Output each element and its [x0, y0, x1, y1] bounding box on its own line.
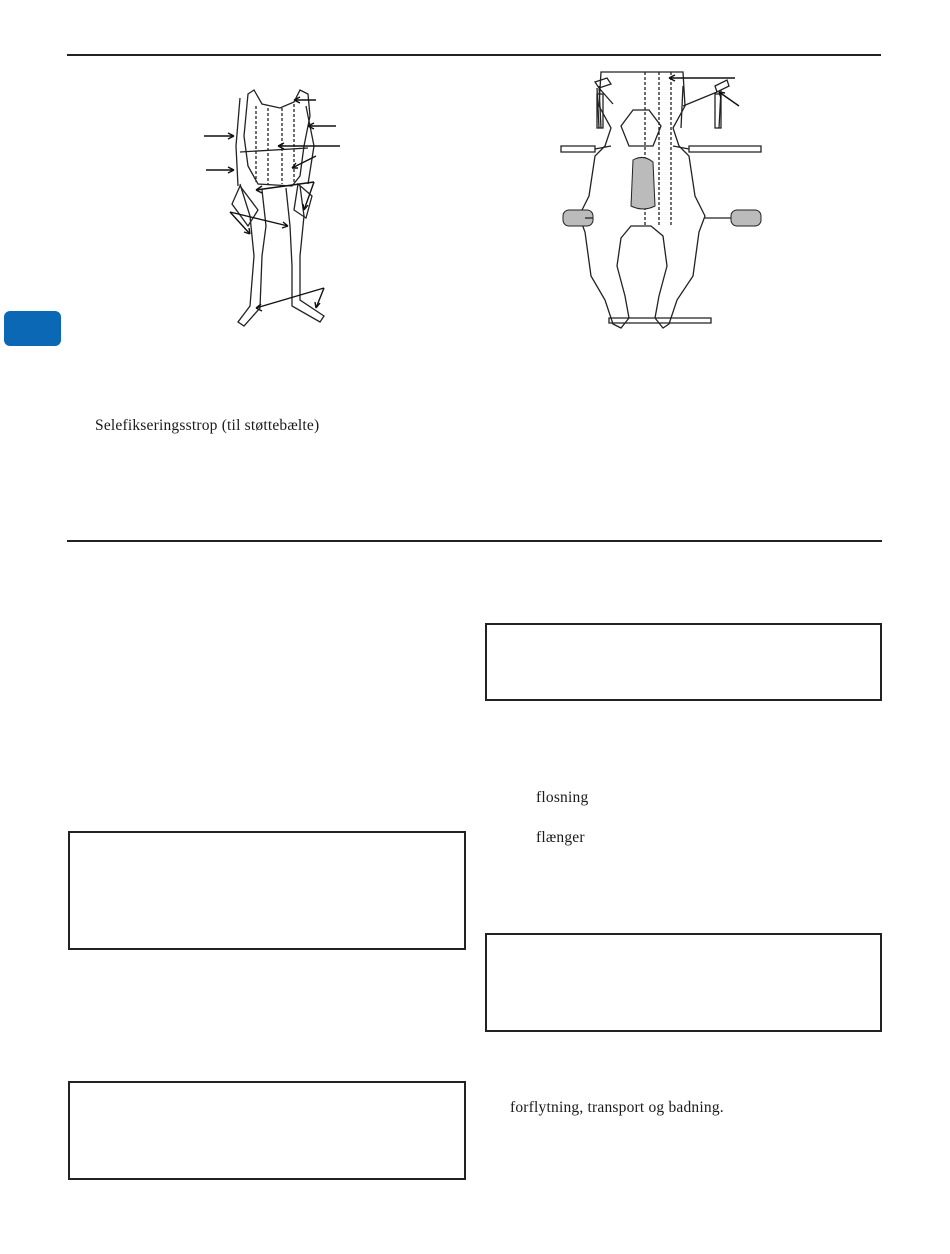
- note-box-right-bottom: [485, 933, 882, 1032]
- usage-sentence: forflytning, transport og badning.: [510, 1099, 724, 1116]
- strap-caption: Selefikseringsstrop (til støttebælte): [95, 417, 320, 434]
- inspection-item-tears: flænger: [536, 829, 585, 846]
- section-tab-marker: [4, 311, 61, 346]
- note-box-left-bottom: [68, 1081, 466, 1180]
- body-sling-figure-icon: [196, 86, 366, 336]
- middle-divider: [67, 540, 882, 542]
- top-divider: [67, 54, 881, 56]
- inspection-item-fraying: flosning: [536, 789, 589, 806]
- flat-sling-figure-icon: [555, 66, 785, 346]
- note-box-right-top: [485, 623, 882, 701]
- note-box-left-top: [68, 831, 466, 950]
